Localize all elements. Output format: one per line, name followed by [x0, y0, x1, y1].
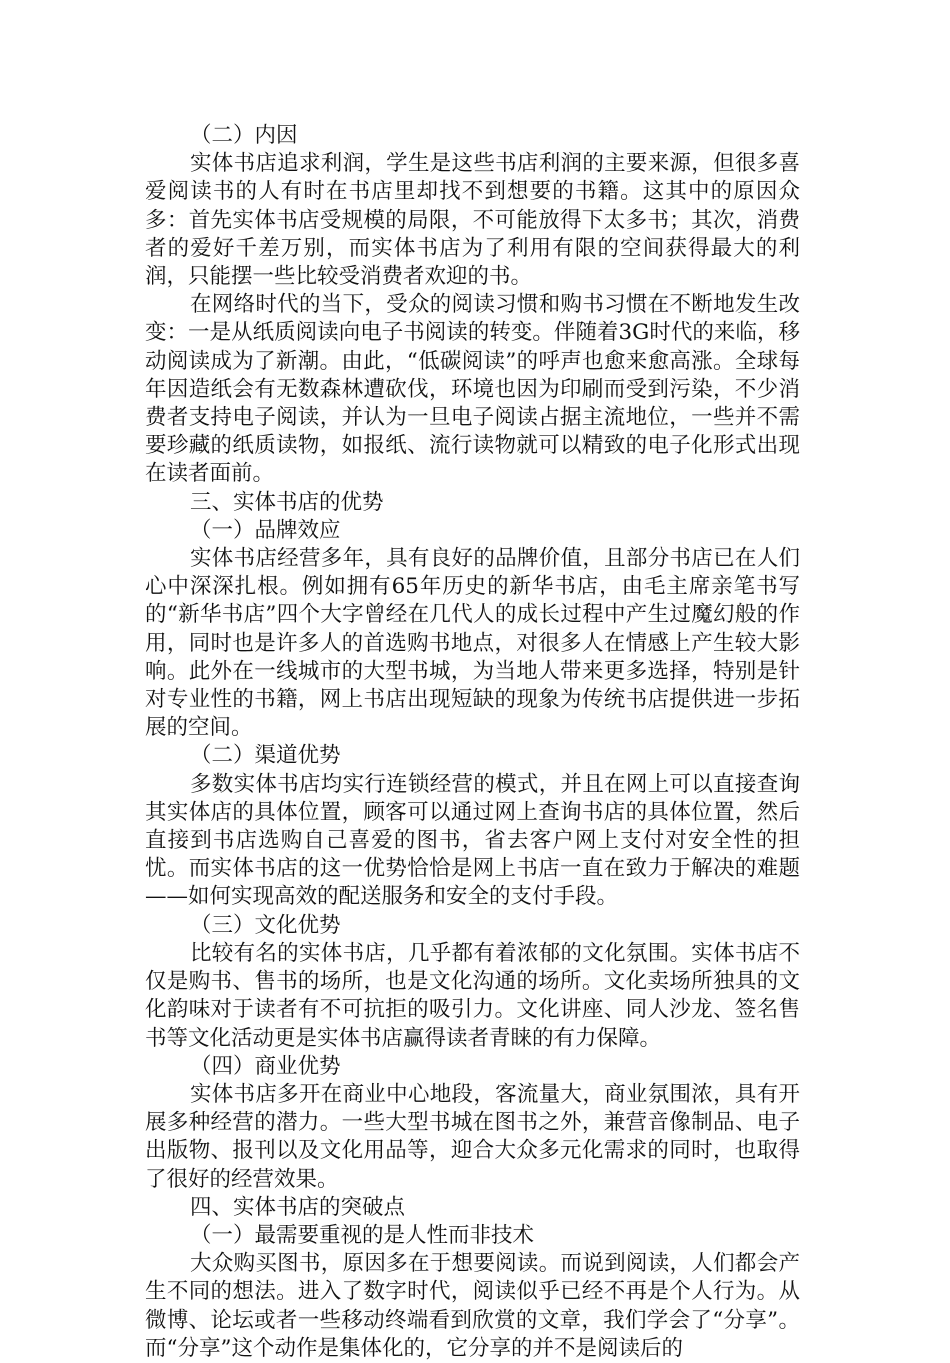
document-page — [145, 122, 800, 1363]
subsection-heading-brand-effect: （一）品牌效应 — [190, 517, 341, 543]
paragraph: 多数实体书店均实行连锁经营的模式，并且在网上可以直接查询其实体店的具体位置，顾客可以通过网上查询书店的具体位置，然后直接到书店选购自己喜爱的图书，省去客户网上支付对安全性的担忧。而实体书店的这一优势恰恰是网上书店一直在致力于解决的难题——如何实现高效的配送服务和安全的支付手段。 — [145, 771, 800, 910]
subsection-heading-commercial-advantage: （四）商业优势 — [190, 1053, 341, 1079]
paragraph: 比较有名的实体书店，几乎都有着浓郁的文化氛围。实体书店不仅是购书、售书的场所，也是文化沟通的场所。文化卖场所独具的文化韵味对于读者有不可抗拒的吸引力。文化讲座、同人沙龙、签名售书等文化活动更是实体书店赢得读者青睐的有力保障。 — [145, 940, 800, 1051]
section-heading-breakthrough: 四、实体书店的突破点 — [190, 1194, 406, 1220]
paragraph: 实体书店多开在商业中心地段，客流量大，商业氛围浓，具有开展多种经营的潜力。一些大型书城在图书之外，兼营音像制品、电子出版物、报刊以及文化用品等，迎合大众多元化需求的同时，也取得了很好的经营效果。 — [145, 1081, 800, 1192]
section-heading-advantages: 三、实体书店的优势 — [190, 489, 384, 515]
section-heading-internal-causes: （二）内因 — [190, 123, 298, 148]
subsection-heading-culture-advantage: （三）文化优势 — [190, 912, 341, 938]
paragraph: 实体书店追求利润，学生是这些书店利润的主要来源，但很多喜爱阅读书的人有时在书店里却找不到想要的书籍。这其中的原因众多：首先实体书店受规模的局限，不可能放得下太多书；其次，消费者的爱好千差万别，而实体书店为了利用有限的空间获得最大的利润，只能摆一些比较受消费者欢迎的书。 — [145, 151, 800, 290]
paragraph: 在网络时代的当下，受众的阅读习惯和购书习惯在不断地发生改变：一是从纸质阅读向电子书阅读的转变。伴随着3G时代的来临，移动阅读成为了新潮。由此，“低碳阅读”的呼声也愈来愈高涨。全球每年因造纸会有无数森林遭砍伐，环境也因为印刷而受到污染，不少消费者支持电子阅读，并认为一旦电子阅读占据主流地位，一些并不需要珍藏的纸质读物，如报纸、流行读物就可以精致的电子化形式出现在读者面前。 — [145, 292, 800, 487]
paragraph: 实体书店经营多年，具有良好的品牌价值，且部分书店已在人们心中深深扎根。例如拥有65年历史的新华书店，由毛主席亲笔书写的“新华书店”四个大字曾经在几代人的成长过程中产生过魔幻般的作用，同时也是许多人的首选购书地点，对很多人在情感上产生较大影响。此外在一线城市的大型书城，为当地人带来更多选择，特别是针对专业性的书籍，网上书店出现短缺的现象为传统书店提供进一步拓展的空间。 — [145, 546, 800, 741]
paragraph: 大众购买图书，原因多在于想要阅读。而说到阅读，人们都会产生不同的想法。进入了数字时代，阅读似乎已经不再是个人行为。从微博、论坛或者一些移动终端看到欣赏的文章，我们学会了“分享”。而“分享”这个动作是集体化的，它分享的并不是阅读后的 — [145, 1251, 800, 1361]
subsection-heading-humanity-over-tech: （一）最需要重视的是人性而非技术 — [190, 1222, 535, 1248]
subsection-heading-channel-advantage: （二）渠道优势 — [190, 743, 341, 769]
